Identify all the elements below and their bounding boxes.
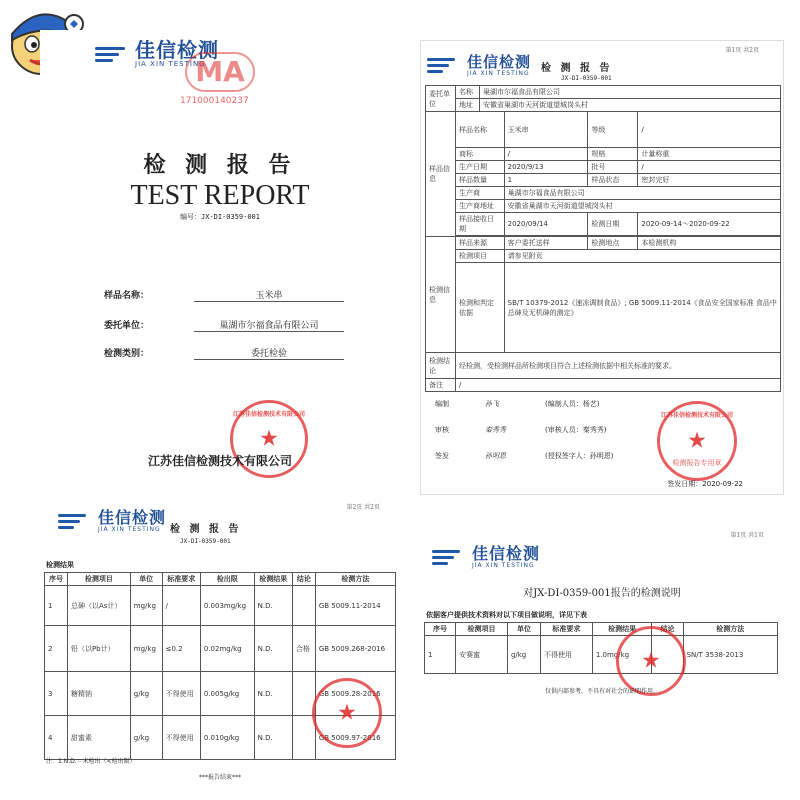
col-header: 结论 — [652, 623, 683, 636]
cell: 铅（以Pb计） — [67, 626, 130, 672]
cell: 安赛蜜 — [456, 636, 508, 674]
brand-cn: 佳信检测 — [98, 508, 167, 527]
field-value: 玉米串 — [194, 288, 344, 302]
report-page-1 — [420, 40, 784, 495]
field-label: 样品名称： — [104, 291, 150, 301]
stamp-star-icon: ★ — [337, 700, 357, 726]
cell: N.D. — [254, 716, 292, 760]
cell: 备注 — [426, 379, 456, 392]
cell: 检测项目 — [456, 250, 505, 263]
cell: 0.010g/kg — [200, 716, 254, 760]
results-stamp — [312, 678, 382, 748]
cell: 经检测，受检测样品所检测项目符合上述检测依据中相关标准的要求。 — [456, 353, 781, 379]
table-row — [45, 586, 396, 626]
cell: 商标 — [456, 148, 505, 161]
cell: 委托单位 — [426, 86, 456, 112]
report-info-table — [425, 85, 781, 392]
stamp-label: 检测报告专用章 — [672, 459, 722, 467]
cell: 检测信息 — [426, 237, 456, 353]
cell: 0.005g/kg — [200, 672, 254, 716]
report-code: JX-DI-0359-001 — [561, 75, 612, 82]
page-label: 第1页 共2页 — [725, 47, 759, 54]
sign-row-0 — [435, 399, 599, 409]
cell: N.D. — [254, 626, 292, 672]
field-value: 巢湖市尔福食品有限公司 — [194, 318, 344, 332]
report-page-3 — [420, 526, 784, 706]
cell: 样品状态 — [588, 174, 638, 187]
page-title: 对JX-DI-0359-001报告的检测说明 — [523, 588, 681, 599]
cell: 规格 — [588, 148, 638, 161]
cell — [292, 586, 315, 626]
field-value: 委托检验 — [194, 346, 344, 360]
brand-logo — [58, 510, 166, 533]
cell: g/kg — [130, 716, 162, 760]
cell: 等级 — [588, 112, 638, 148]
col-header: 结论 — [292, 573, 315, 586]
cell: GB 5009.97-2016 — [315, 716, 395, 760]
stamp-star-icon: ★ — [687, 428, 707, 454]
cell: / — [638, 112, 781, 148]
cell: 0.02mg/kg — [200, 626, 254, 672]
table-row — [425, 636, 778, 674]
cell: / — [504, 148, 588, 161]
page-label: 第2页 共2页 — [346, 504, 380, 511]
stamp-ring-text: 江苏佳信检测技术有限公司 — [660, 412, 733, 419]
report-page-2 — [40, 500, 400, 796]
brand-cn: 佳信检测 — [135, 38, 219, 62]
report-end: ***报告结束*** — [198, 774, 241, 781]
signature: 秦秀秀 — [485, 426, 506, 434]
explanation-note: 仅供内部参考，不具有对社会的证明作用。 — [544, 688, 659, 695]
col-header: 检测项目 — [67, 573, 130, 586]
page-label: 第1页 共1页 — [730, 532, 764, 539]
cell: N.D. — [254, 672, 292, 716]
cell: 2020-09-14～2020-09-22 — [638, 213, 781, 236]
cell: 总砷（以As计） — [67, 586, 130, 626]
cell: 计量称重 — [638, 148, 781, 161]
cell: 安徽省巢湖市天河街道望城岗头村 — [480, 99, 781, 112]
report-stamp — [657, 401, 737, 481]
sign-row-2 — [435, 451, 613, 461]
cell: 密封完好 — [638, 174, 781, 187]
page-title: 检 测 报 告 — [170, 524, 242, 535]
truck-icon — [95, 43, 129, 65]
col-header: 标准要求 — [162, 573, 200, 586]
cell: 生产日期 — [456, 161, 505, 174]
cell — [292, 716, 315, 760]
brand-en: JIA XIN TESTING — [472, 562, 535, 569]
cell: 地址 — [456, 99, 480, 112]
page-title: 检 测 报 告 — [541, 63, 613, 74]
cell: 2020/9/13 — [504, 161, 588, 174]
cell: 不得使用 — [162, 716, 200, 760]
cover-page — [40, 30, 400, 490]
brand-cn: 佳信检测 — [467, 53, 532, 71]
ma-number: 171000140237 — [180, 96, 249, 106]
report-number: 编号：JX-DI-0359-001 — [179, 213, 260, 221]
cover-title-cn: 检 测 报 告 — [143, 152, 297, 178]
col-header: 序号 — [425, 623, 456, 636]
cell: 2 — [45, 626, 68, 672]
cell: 不得使用 — [541, 636, 593, 674]
cell: 1 — [45, 586, 68, 626]
cell: 生产商 — [456, 187, 505, 200]
cell: 3 — [45, 672, 68, 716]
cell: / — [456, 379, 781, 392]
cell: 合格 — [292, 626, 315, 672]
col-header: 标准要求 — [541, 623, 593, 636]
cover-field-1 — [104, 318, 344, 332]
report-code: JX-DI-0359-001 — [180, 538, 231, 545]
cell: GB 5009.11-2014 — [315, 586, 395, 626]
cell: 样品来源 — [456, 237, 505, 250]
sign-role: 编制 — [435, 400, 449, 408]
section-title: 检测结果 — [46, 561, 74, 569]
cell: mg/kg — [130, 586, 162, 626]
cell: N.D. — [254, 586, 292, 626]
brand-cn: 佳信检测 — [472, 544, 541, 563]
sign-date: 签发日期：2020-09-22 — [667, 480, 743, 488]
cell: 样品信息 — [426, 112, 456, 237]
sign-note: (授权签字人：孙明恩) — [545, 452, 614, 460]
cell: g/kg — [507, 636, 540, 674]
col-header: 检测结果 — [592, 623, 652, 636]
explanation-table — [424, 622, 778, 674]
stamp-star-icon: ★ — [259, 426, 279, 452]
sign-row-1 — [435, 425, 606, 435]
truck-icon — [427, 55, 461, 77]
signature: 孙飞 — [485, 400, 499, 408]
cell: mg/kg — [130, 626, 162, 672]
cell: 生产商地址 — [456, 200, 505, 213]
col-header: 单位 — [507, 623, 540, 636]
col-header: 检测方法 — [683, 623, 777, 636]
cell: 样品名称 — [456, 112, 505, 148]
cell: 玉米串 — [504, 112, 588, 148]
col-header: 检测项目 — [456, 623, 508, 636]
sign-note: (编制人员：杨艺) — [545, 400, 600, 408]
cell: 1.0mg/kg — [592, 636, 652, 674]
cell: 本检测机构 — [638, 237, 781, 250]
col-header: 检出限 — [200, 573, 254, 586]
truck-icon — [58, 511, 92, 533]
cell: 名称 — [456, 86, 480, 99]
cell: GB 5009.268-2016 — [315, 626, 395, 672]
cell: SB/T 10379-2012《速冻调制食品》; GB 5009.11-2014《食品安全国家标准 食品中总砷及无机砷的测定》 — [504, 263, 780, 353]
cell: 不得使用 — [162, 672, 200, 716]
ma-mark: MA — [185, 52, 255, 92]
col-header: 序号 — [45, 573, 68, 586]
cell: 请参见附页 — [504, 250, 780, 263]
cell: g/kg — [130, 672, 162, 716]
field-label: 检测类别： — [104, 349, 150, 359]
cell: GB 5009.28-2016 — [315, 672, 395, 716]
field-label: 委托单位： — [104, 321, 150, 331]
col-header: 检测方法 — [315, 573, 395, 586]
cell: 0.003mg/kg — [200, 586, 254, 626]
col-header: 单位 — [130, 573, 162, 586]
col-header: 检测结果 — [254, 573, 292, 586]
cell: / — [638, 161, 781, 174]
cover-company: 江苏佳信检测技术有限公司 — [147, 454, 292, 468]
cell: 甜蜜素 — [67, 716, 130, 760]
brand-en: JIA XIN TESTING — [98, 526, 161, 533]
cell: 批号 — [588, 161, 638, 174]
cell: 检测结论 — [426, 353, 456, 379]
cover-field-2 — [104, 346, 344, 360]
cover-title-en: TEST REPORT — [130, 180, 310, 211]
results-note: 注：1.N.D.＝未检出（<检出限） — [46, 758, 136, 765]
cell: 安徽省巢湖市天河街道望城岗头村 — [504, 200, 780, 213]
cell: 样品接收日期 — [456, 213, 505, 236]
signature: 孙明恩 — [485, 452, 506, 460]
stamp-ring-text: 江苏佳信检测技术有限公司 — [233, 411, 306, 418]
sign-role: 签发 — [435, 452, 449, 460]
sign-note: (审核人员：秦秀秀) — [545, 426, 607, 434]
cell: 巢湖市尔福食品有限公司 — [504, 187, 780, 200]
brand-logo — [427, 55, 531, 77]
table-row — [45, 626, 396, 672]
cell: 检测日期 — [588, 213, 638, 236]
sign-role: 审核 — [435, 426, 449, 434]
cell: 糖精钠 — [67, 672, 130, 716]
brand-logo — [432, 546, 540, 569]
cell: 检测和判定依据 — [456, 263, 505, 353]
truck-icon — [432, 547, 466, 569]
cell: 客户委托送样 — [504, 237, 588, 250]
cell: 样品数量 — [456, 174, 505, 187]
brand-en: JIA XIN TESTING — [135, 60, 206, 68]
cover-field-0 — [104, 288, 344, 302]
cell: ≤0.2 — [162, 626, 200, 672]
cell: SN/T 3538-2013 — [683, 636, 777, 674]
cell: / — [162, 586, 200, 626]
cell: 1 — [425, 636, 456, 674]
brand-en: JIA XIN TESTING — [467, 70, 530, 77]
cell: 巢湖市尔福食品有限公司 — [480, 86, 781, 99]
cell: 1 — [504, 174, 588, 187]
intro-text: 依据客户提供技术资料对以下项目做说明，详见下表 — [426, 611, 587, 619]
cell: 检测地点 — [588, 237, 638, 250]
cell: 2020/09/14 — [504, 213, 588, 236]
cell: 4 — [45, 716, 68, 760]
stamp-star-icon: ★ — [641, 648, 661, 674]
